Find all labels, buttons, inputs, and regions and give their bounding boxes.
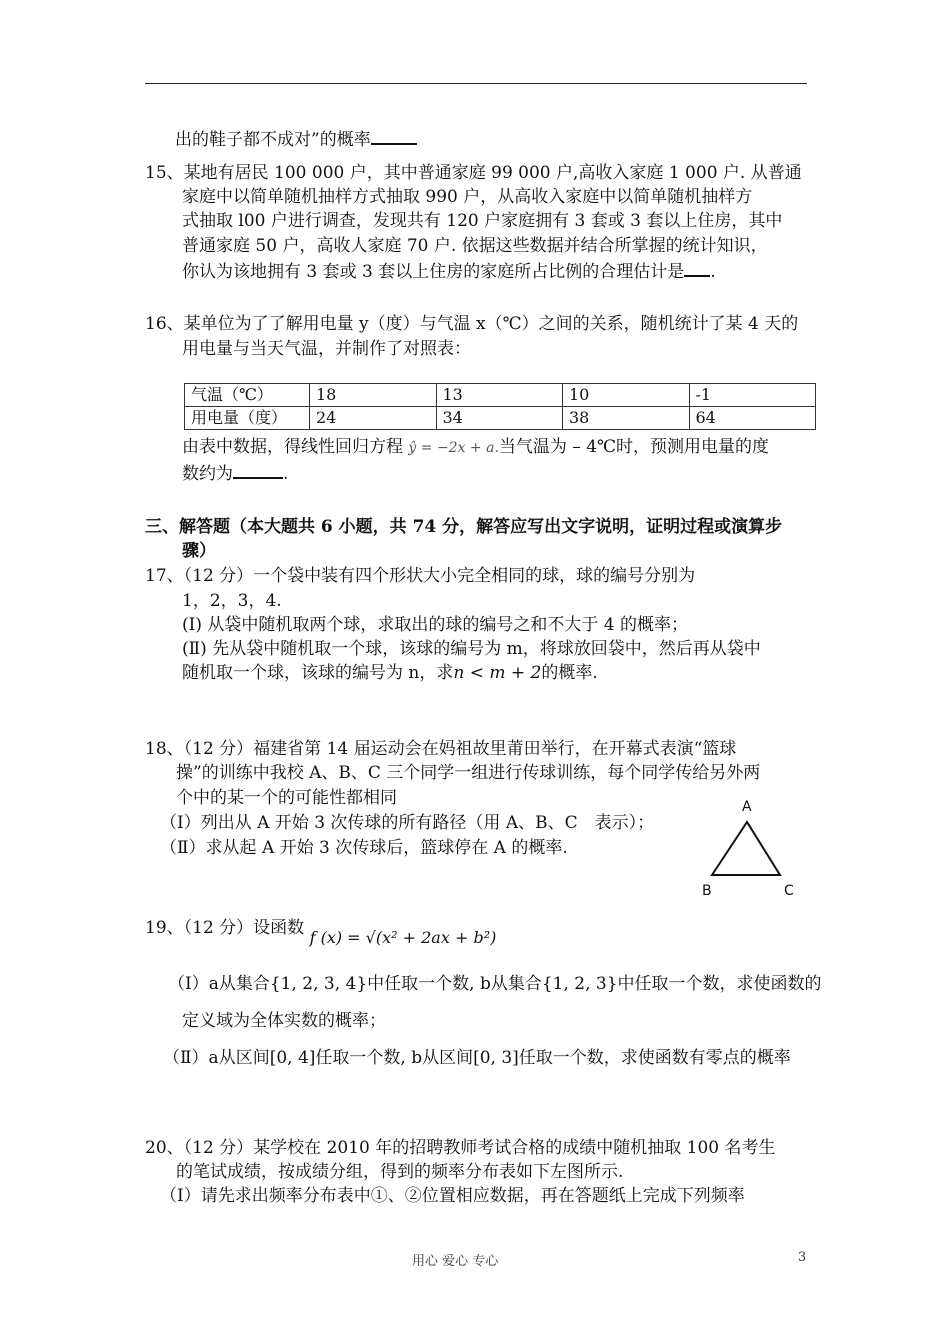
q15-line-4: 普通家庭 50 户，高收人家庭 70 户. 依据这些数据并结合所掌握的统计知识，: [182, 236, 768, 256]
table-cell: 18: [310, 384, 437, 407]
q14-text: 出的鞋子都不成对”的概率: [175, 130, 371, 150]
q16-text: 由表中数据，得线性回归方程: [182, 437, 403, 457]
q16-line-4: 数约为 .: [182, 461, 288, 486]
q15-line-5: 你认为该地拥有 3 套或 3 套以上住房的家庭所占比例的合理估计是 .: [182, 259, 716, 284]
q20-line-2: 的笔试成绩，按成绩分组，得到的频率分布表如下左图所示.: [176, 1162, 624, 1182]
triangle-diagram: [690, 795, 800, 910]
q18-line-4: （Ⅰ）列出从 A 开始 3 次传球的所有路径（用 A、B、C 表示）；: [160, 813, 655, 833]
answer-blank: [684, 259, 710, 277]
q17-line-5: [182, 661, 598, 685]
q16-line-3: [182, 435, 769, 460]
q17-line-4: (Ⅱ) 先从袋中随机取一个球，该球的编号为 m，将球放回袋中，然后再从袋中: [182, 639, 761, 659]
q18-line-3: 个中的某一个的可能性都相同: [176, 788, 397, 808]
table-cell: 13: [436, 384, 563, 407]
table-row: [185, 384, 816, 407]
q17-text: 随机取一个球，该球的编号为 n，求: [182, 663, 454, 683]
vertex-label-c: C: [784, 883, 794, 899]
table-row: [185, 407, 816, 430]
q15-line-2: 家庭中以简单随机抽样方式抽取 990 户，从高收入家庭中以简单随机抽样方: [182, 187, 753, 207]
table-cell: 38: [563, 407, 690, 430]
table-cell: 气温（℃）: [185, 384, 310, 407]
q18-line-2: 操”的训练中我校 A、B、C 三个同学一组进行传球训练，每个同学传给另外两: [176, 763, 761, 783]
table-cell: 24: [310, 407, 437, 430]
footer-motto: 用心 爱心 专心: [412, 1254, 499, 1269]
q17-line-3: (Ⅰ) 从袋中随机取两个球，求取出的球的编号之和不大于 4 的概率；: [182, 615, 689, 635]
table-cell: -1: [689, 384, 816, 407]
function-formula: f (x) = √(x² + 2ax + b²): [309, 928, 497, 947]
q16-text: 数约为: [182, 464, 233, 484]
regression-formula: ŷ = −2x + a.: [408, 440, 499, 456]
q16-text: 当气温为 – 4℃时，预测用电量的度: [498, 437, 770, 457]
q15-line-1: 15、某地有居民 100 000 户，其中普通家庭 99 000 户,高收入家庭 1 000 户. 从普通: [145, 163, 802, 183]
header-rule: [145, 83, 807, 84]
q19-line-3: 定义域为全体实数的概率；: [182, 1011, 386, 1031]
temperature-power-table: [184, 383, 816, 430]
answer-blank: [371, 127, 417, 145]
q16-line-1: 16、某单位为了了解用电量 y（度）与气温 x（℃）之间的关系，随机统计了某 4 天的: [145, 314, 799, 334]
table-cell: 34: [436, 407, 563, 430]
q17-text: 的概率.: [541, 663, 598, 683]
q17-line-2: 1，2，3，4.: [182, 591, 282, 611]
q19-text: 19、（12 分）设函数: [145, 918, 305, 938]
q14-continuation: [175, 127, 417, 152]
q15-text: 你认为该地拥有 3 套或 3 套以上住房的家庭所占比例的合理估计是: [182, 262, 685, 282]
q18-line-1: 18、（12 分）福建省第 14 届运动会在妈祖故里莆田举行，在开幕式表演“篮球: [145, 739, 737, 759]
table-cell: 10: [563, 384, 690, 407]
q19-line-2: （Ⅰ）a从集合{1, 2, 3, 4}中任取一个数, b从集合{1, 2, 3}中任取一个数，求使函数的: [168, 974, 822, 994]
page-number: 3: [798, 1250, 807, 1265]
q20-line-1: 20、（12 分）某学校在 2010 年的招聘教师考试合格的成绩中随机抽取 100 名考生: [145, 1138, 776, 1158]
table-cell: 用电量（度）: [185, 407, 310, 430]
q18-line-5: （Ⅱ）求从起 A 开始 3 次传球后，篮球停在 A 的概率.: [160, 838, 568, 858]
q19-line-1: [145, 916, 497, 947]
table-cell: 64: [689, 407, 816, 430]
inequality-formula: n < m + 2: [453, 663, 542, 683]
answer-blank: [233, 461, 283, 479]
q17-line-1: 17、（12 分）一个袋中装有四个形状大小完全相同的球，球的编号分别为: [145, 566, 696, 586]
vertex-label-a: A: [742, 799, 752, 815]
vertex-label-b: B: [702, 883, 712, 899]
triangle-shape: [712, 822, 780, 875]
section-3-heading-cont: 骤）: [182, 541, 216, 561]
q19-line-4: （Ⅱ）a从区间[0, 4]任取一个数, b从区间[0, 3]任取一个数，求使函数有零点的概率: [163, 1048, 791, 1068]
q15-line-3: 式抽取 l00 户进行调查，发现共有 120 户家庭拥有 3 套或 3 套以上住房，其中: [182, 211, 783, 231]
q20-line-3: （Ⅰ）请先求出频率分布表中①、②位置相应数据，再在答题纸上完成下列频率: [160, 1186, 745, 1206]
q16-line-2: 用电量与当天气温，并制作了对照表：: [182, 339, 471, 359]
section-3-heading: 三、解答题（本大题共 6 小题，共 74 分，解答应写出文字说明，证明过程或演算步: [145, 517, 783, 537]
